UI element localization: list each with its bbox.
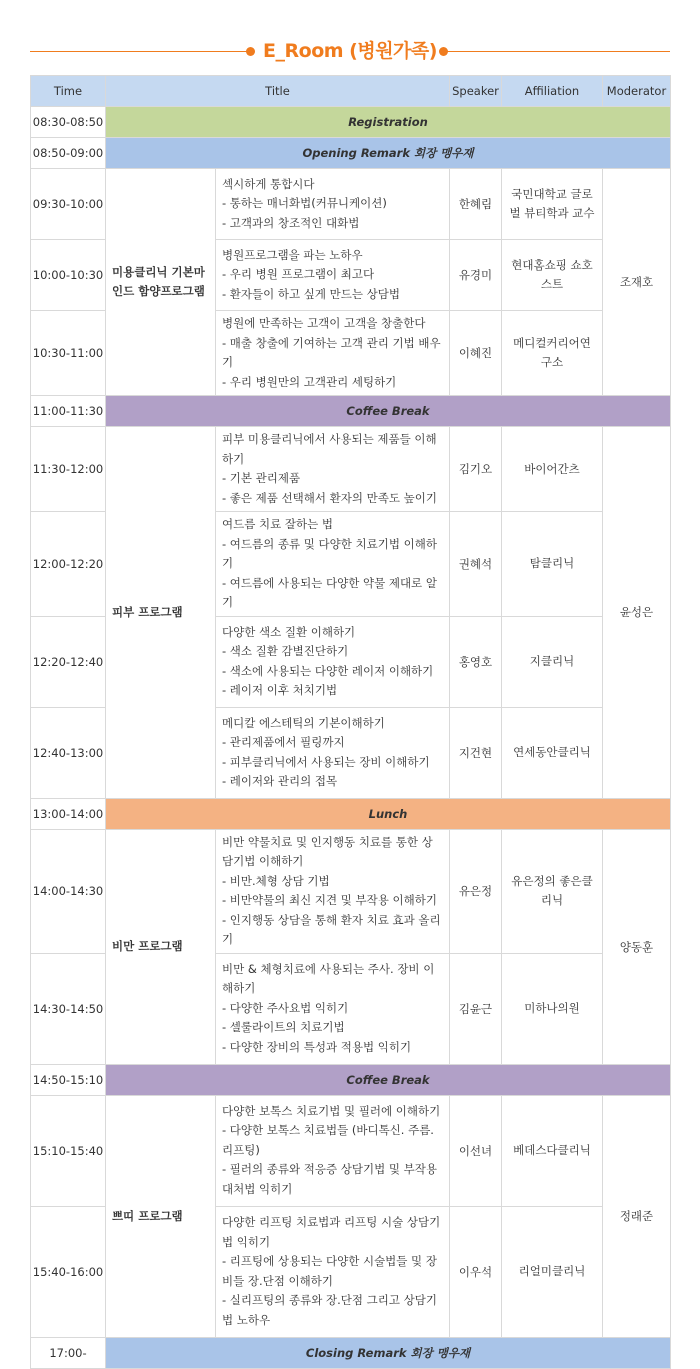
opening-remark-band: Opening Remark 회장 맹우재: [106, 138, 671, 169]
topic-line: 병원프로그램을 파는 노하우: [222, 247, 363, 262]
topic-line: - 다양한 장비의 특성과 적용법 익히기: [222, 1039, 412, 1054]
affiliation: 연세동안클리닉: [502, 707, 603, 798]
closing-remark-band: Closing Remark 회장 맹우재: [106, 1337, 671, 1368]
affiliation: 국민대학교 글로벌 뷰티학과 교수: [502, 169, 603, 240]
topic-line: 여드름 치료 잘하는 법: [222, 517, 333, 531]
lunch-row: [31, 798, 671, 829]
affiliation: 현대홈쇼핑 쇼호스트: [502, 240, 603, 311]
topic-line: - 비만.체형 상담 기법: [222, 873, 330, 888]
topic-line: - 색소 질환 감별진단하기: [222, 644, 349, 658]
topic-line: - 레이저 이후 처치기법: [222, 683, 338, 697]
col-header-speaker: Speaker: [450, 76, 502, 107]
moderator-name: 양동훈: [603, 829, 671, 1064]
topic-line: - 우리 병원 프로그램이 최고다: [222, 267, 375, 282]
col-header-moderator: Moderator: [603, 76, 671, 107]
affiliation: 미하나의원: [502, 953, 603, 1064]
table-row: [31, 1095, 671, 1206]
topic-line: - 필러의 종류와 적응증 상담기법 및 부작용 대처법 익히기: [222, 1162, 437, 1196]
talk-topic: [216, 311, 450, 396]
time-cell: 17:00-: [31, 1337, 106, 1368]
speaker-name: 한혜림: [450, 169, 502, 240]
time-cell: 12:00-12:20: [31, 512, 106, 617]
time-cell: 11:00-11:30: [31, 396, 106, 427]
time-cell: 14:50-15:10: [31, 1064, 106, 1095]
talk-topic: [216, 169, 450, 240]
schedule-table: [30, 75, 671, 1369]
time-cell: 12:20-12:40: [31, 616, 106, 707]
topic-line: 다양한 색소 질환 이해하기: [222, 624, 356, 639]
time-cell: 15:40-16:00: [31, 1206, 106, 1337]
topic-line: - 여드름의 종류 및 다양한 치료기법 이해하기: [222, 536, 437, 570]
program-name: 미용클리닉 기본마인드 함양프로그램: [106, 169, 216, 396]
coffee-break-band: Coffee Break: [106, 396, 671, 427]
speaker-name: 홍영호: [450, 616, 502, 707]
topic-line: - 실리프팅의 종류와 장.단점 그리고 상담기법 노하우: [222, 1293, 437, 1327]
topic-line: - 리프팅에 상용되는 다양한 시술법들 및 장비들 장.단점 이해하기: [222, 1254, 437, 1288]
registration-row: [31, 107, 671, 138]
affiliation: 리얼미클리닉: [502, 1206, 603, 1337]
coffee-break-row: [31, 1064, 671, 1095]
col-header-affiliation: Affiliation: [502, 76, 603, 107]
talk-topic: [216, 1206, 450, 1337]
time-cell: 10:30-11:00: [31, 311, 106, 396]
table-header-row: [31, 76, 671, 107]
time-cell: 14:30-14:50: [31, 953, 106, 1064]
speaker-name: 이혜진: [450, 311, 502, 396]
table-row: [31, 829, 671, 953]
speaker-name: 이우석: [450, 1206, 502, 1337]
talk-topic: [216, 707, 450, 798]
time-cell: 11:30-12:00: [31, 427, 106, 512]
closing-row: [31, 1337, 671, 1368]
speaker-name: 권혜석: [450, 512, 502, 617]
topic-line: - 기본 관리제품: [222, 471, 301, 485]
topic-line: - 색소에 사용되는 다양한 레이저 이해하기: [222, 663, 434, 678]
registration-band: Registration: [106, 107, 671, 138]
talk-topic: [216, 829, 450, 953]
coffee-break-band: Coffee Break: [106, 1064, 671, 1095]
moderator-name: 윤성은: [603, 427, 671, 799]
time-cell: 08:50-09:00: [31, 138, 106, 169]
program-name: 피부 프로그램: [106, 427, 216, 799]
affiliation: 베데스다클리닉: [502, 1095, 603, 1206]
lunch-band: Lunch: [106, 798, 671, 829]
table-row: [31, 427, 671, 512]
topic-line: - 다양한 보톡스 치료법들 (바디톡신. 주름. 리프팅): [222, 1123, 434, 1157]
col-header-time: Time: [31, 76, 106, 107]
speaker-name: 김윤근: [450, 953, 502, 1064]
time-cell: 14:00-14:30: [31, 829, 106, 953]
header-dot-left: [246, 47, 255, 56]
speaker-name: 김기오: [450, 427, 502, 512]
coffee-break-row: [31, 396, 671, 427]
program-name: 쁘띠 프로그램: [106, 1095, 216, 1337]
topic-line: - 피부클리닉에서 사용되는 장비 이해하기: [222, 754, 430, 769]
page-title: E_Room (병원가족): [263, 40, 437, 62]
talk-topic: [216, 953, 450, 1064]
topic-line: 비만 & 체형치료에 사용되는 주사. 장비 이해하기: [222, 961, 435, 996]
speaker-name: 유경미: [450, 240, 502, 311]
topic-line: - 고객과의 창조적인 대화법: [222, 215, 360, 230]
moderator-name: 조재호: [603, 169, 671, 396]
affiliation: 탐클리닉: [502, 512, 603, 617]
time-cell: 15:10-15:40: [31, 1095, 106, 1206]
talk-topic: [216, 512, 450, 617]
moderator-name: 정래준: [603, 1095, 671, 1337]
header-rule-left: [30, 51, 248, 52]
topic-line: - 인지행동 상담을 통해 환자 치료 효과 올리기: [222, 912, 441, 946]
program-name: 비만 프로그램: [106, 829, 216, 1064]
topic-line: - 매출 창출에 기여하는 고객 관리 기법 배우기: [222, 335, 441, 369]
topic-line: - 관리제품에서 필링까지: [222, 735, 345, 749]
talk-topic: [216, 240, 450, 311]
talk-topic: [216, 616, 450, 707]
topic-line: - 레이저와 관리의 접목: [222, 774, 338, 788]
time-cell: 08:30-08:50: [31, 107, 106, 138]
topic-line: - 좋은 제품 선택해서 환자의 만족도 높이기: [222, 490, 437, 505]
topic-line: 피부 미용클리닉에서 사용되는 제품들 이해하기: [222, 432, 437, 466]
affiliation: 메디컬커리어연구소: [502, 311, 603, 396]
topic-line: - 셀룰라이트의 치료기법: [222, 1020, 345, 1035]
topic-line: - 환자들이 하고 싶게 만드는 상담법: [222, 286, 400, 301]
time-cell: 13:00-14:00: [31, 798, 106, 829]
time-cell: 10:00-10:30: [31, 240, 106, 311]
talk-topic: [216, 1095, 450, 1206]
topic-line: - 비만약물의 최신 지견 및 부작용 이해하기: [222, 893, 437, 907]
talk-topic: [216, 427, 450, 512]
time-cell: 12:40-13:00: [31, 707, 106, 798]
topic-line: 비만 약물치료 및 인지행동 치료를 통한 상담기법 이해하기: [222, 834, 433, 868]
speaker-name: 지건현: [450, 707, 502, 798]
header-rule-right: [446, 51, 670, 52]
topic-line: 메디칼 에스테틱의 기본이해하기: [222, 715, 385, 730]
topic-line: 병원에 만족하는 고객이 고객을 창출한다: [222, 316, 426, 330]
affiliation: 지클리닉: [502, 616, 603, 707]
topic-line: 섹시하게 통합시다: [222, 176, 315, 191]
col-header-title: Title: [106, 76, 450, 107]
topic-line: - 통하는 매너화법(커뮤니케이션): [222, 196, 387, 211]
topic-line: 다양한 리프팅 치료법과 리프팅 시술 상담기법 익히기: [222, 1215, 441, 1249]
table-row: [31, 169, 671, 240]
topic-line: 다양한 보톡스 치료기법 및 필러에 이해하기: [222, 1103, 441, 1118]
affiliation: 바이어간츠: [502, 427, 603, 512]
page-header: [0, 30, 700, 74]
topic-line: - 우리 병원만의 고객관리 세팅하기: [222, 374, 397, 389]
speaker-name: 이선녀: [450, 1095, 502, 1206]
time-cell: 09:30-10:00: [31, 169, 106, 240]
opening-row: [31, 138, 671, 169]
speaker-name: 유은정: [450, 829, 502, 953]
topic-line: - 여드름에 사용되는 다양한 약물 제대로 알기: [222, 575, 437, 609]
affiliation: 유은정의 좋은클리닉: [502, 829, 603, 953]
topic-line: - 다양한 주사요법 익히기: [222, 1000, 349, 1015]
